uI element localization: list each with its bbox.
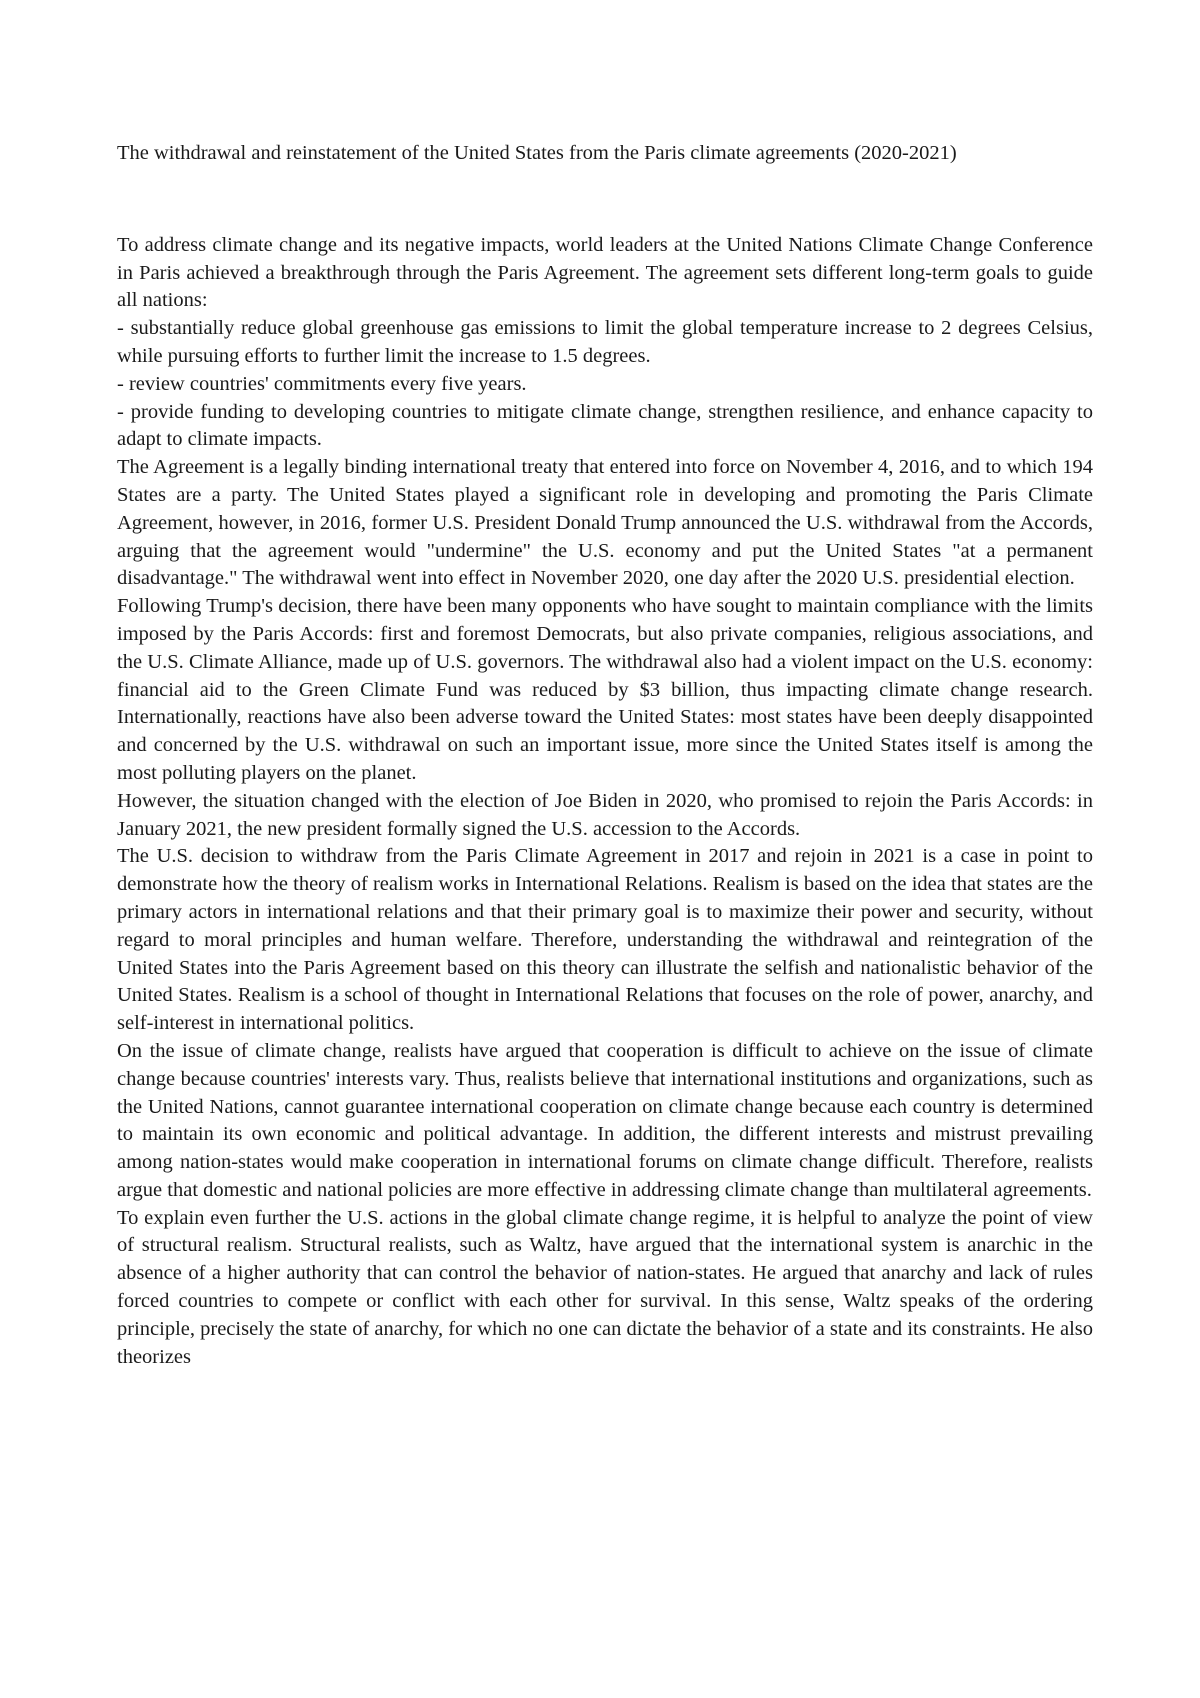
paragraph-structural-realism: To explain even further the U.S. actions in the global climate change regime, it is helpful to analyze the point of view of structural realism. Structural realists, such as Waltz, have argued that the international system is anarchic in the absence of a higher authority that can control the behavior of nation-states. He argued that anarchy and lack of rules forced countries to compete or conflict with each other for survival. In this sense, Waltz speaks of the ordering principle, precisely the state of anarchy, for which no one can dictate the behavior of a state and its constraints. He also theorizes bbox=[117, 1206, 1093, 1368]
paragraph-realists-climate: On the issue of climate change, realists have argued that cooperation is difficult to achieve on the issue of climate change because countries' interests vary. Thus, realists believe that international institutions and organizations, such as the United Nations, cannot guarantee international cooperation on climate change because each country is determined to maintain its own economic and political advantage. In addition, the different interests and mistrust prevailing among nation-states would make cooperation in international forums on climate change difficult. Therefore, realists argue that domestic and national policies are more effective in addressing climate change than multilateral agreements. bbox=[117, 1039, 1093, 1201]
paragraph-biden-rejoin: However, the situation changed with the election of Joe Biden in 2020, who promised to rejoin the Paris Accords: in January 2021, the new president formally signed the U.S. accession to the Accords. bbox=[117, 789, 1093, 840]
document-title: The withdrawal and reinstatement of the United States from the Paris climate agreements (2020-2021) bbox=[117, 142, 957, 164]
paragraph-intro: To address climate change and its negative impacts, world leaders at the United Nations Climate Change Conference in Paris achieved a breakthrough through the Paris Agreement. The agreement sets different long-term goals to guide all nations: bbox=[117, 233, 1093, 312]
paragraph-agreement-withdrawal: The Agreement is a legally binding international treaty that entered into force on November 4, 2016, and to which 194 States are a party. The United States played a significant role in developing and promoting the Paris Climate Agreement, however, in 2016, former U.S. President Donald Trump announced the U.S. withdrawal from the Accords, arguing that the agreement would "undermine" the U.S. economy and put the United States "at a permanent disadvantage." The withdrawal went into effect in November 2020, one day after the 2020 U.S. presidential election. bbox=[117, 456, 1093, 590]
paragraph-realism: The U.S. decision to withdraw from the Paris Climate Agreement in 2017 and rejoin in 2021 is a case in point to demonstrate how the theory of realism works in International Relations. Realism is based on the idea that states are the primary actors in international relations and that their primary goal is to maximize their power and security, without regard to moral principles and human welfare. Therefore, understanding the withdrawal and reintegration of the United States into the Paris Agreement based on this theory can illustrate the selfish and nationalistic behavior of the United States. Realism is a school of thought in International Relations that focuses on the role of power, anarchy, and self-interest in international politics. bbox=[117, 845, 1093, 1035]
paragraph-opponents-impact: Following Trump's decision, there have been many opponents who have sought to maintain compliance with the limits imposed by the Paris Accords: first and foremost Democrats, but also private companies, religious associations, and the U.S. Climate Alliance, made up of U.S. governors. The withdrawal also had a violent impact on the U.S. economy: financial aid to the Green Climate Fund was reduced by $3 billion, thus impacting climate change research. Internationally, reactions have also been adverse toward the United States: most states have been deeply disappointed and concerned by the U.S. withdrawal on such an important issue, more since the United States itself is among the most polluting players on the planet. bbox=[117, 595, 1093, 784]
document-body bbox=[117, 140, 1093, 1371]
list-item-goal-review: - review countries' commitments every five years. bbox=[117, 372, 527, 395]
title-spacer bbox=[117, 168, 1093, 232]
list-item-goal-emissions: - substantially reduce global greenhouse gas emissions to limit the global temperature increase to 2 degrees Celsius, while pursuing efforts to further limit the increase to 1.5 degrees. bbox=[117, 317, 1093, 367]
list-item-goal-funding: - provide funding to developing countries to mitigate climate change, strengthen resilience, and enhance capacity to adapt to climate impacts. bbox=[117, 400, 1093, 451]
